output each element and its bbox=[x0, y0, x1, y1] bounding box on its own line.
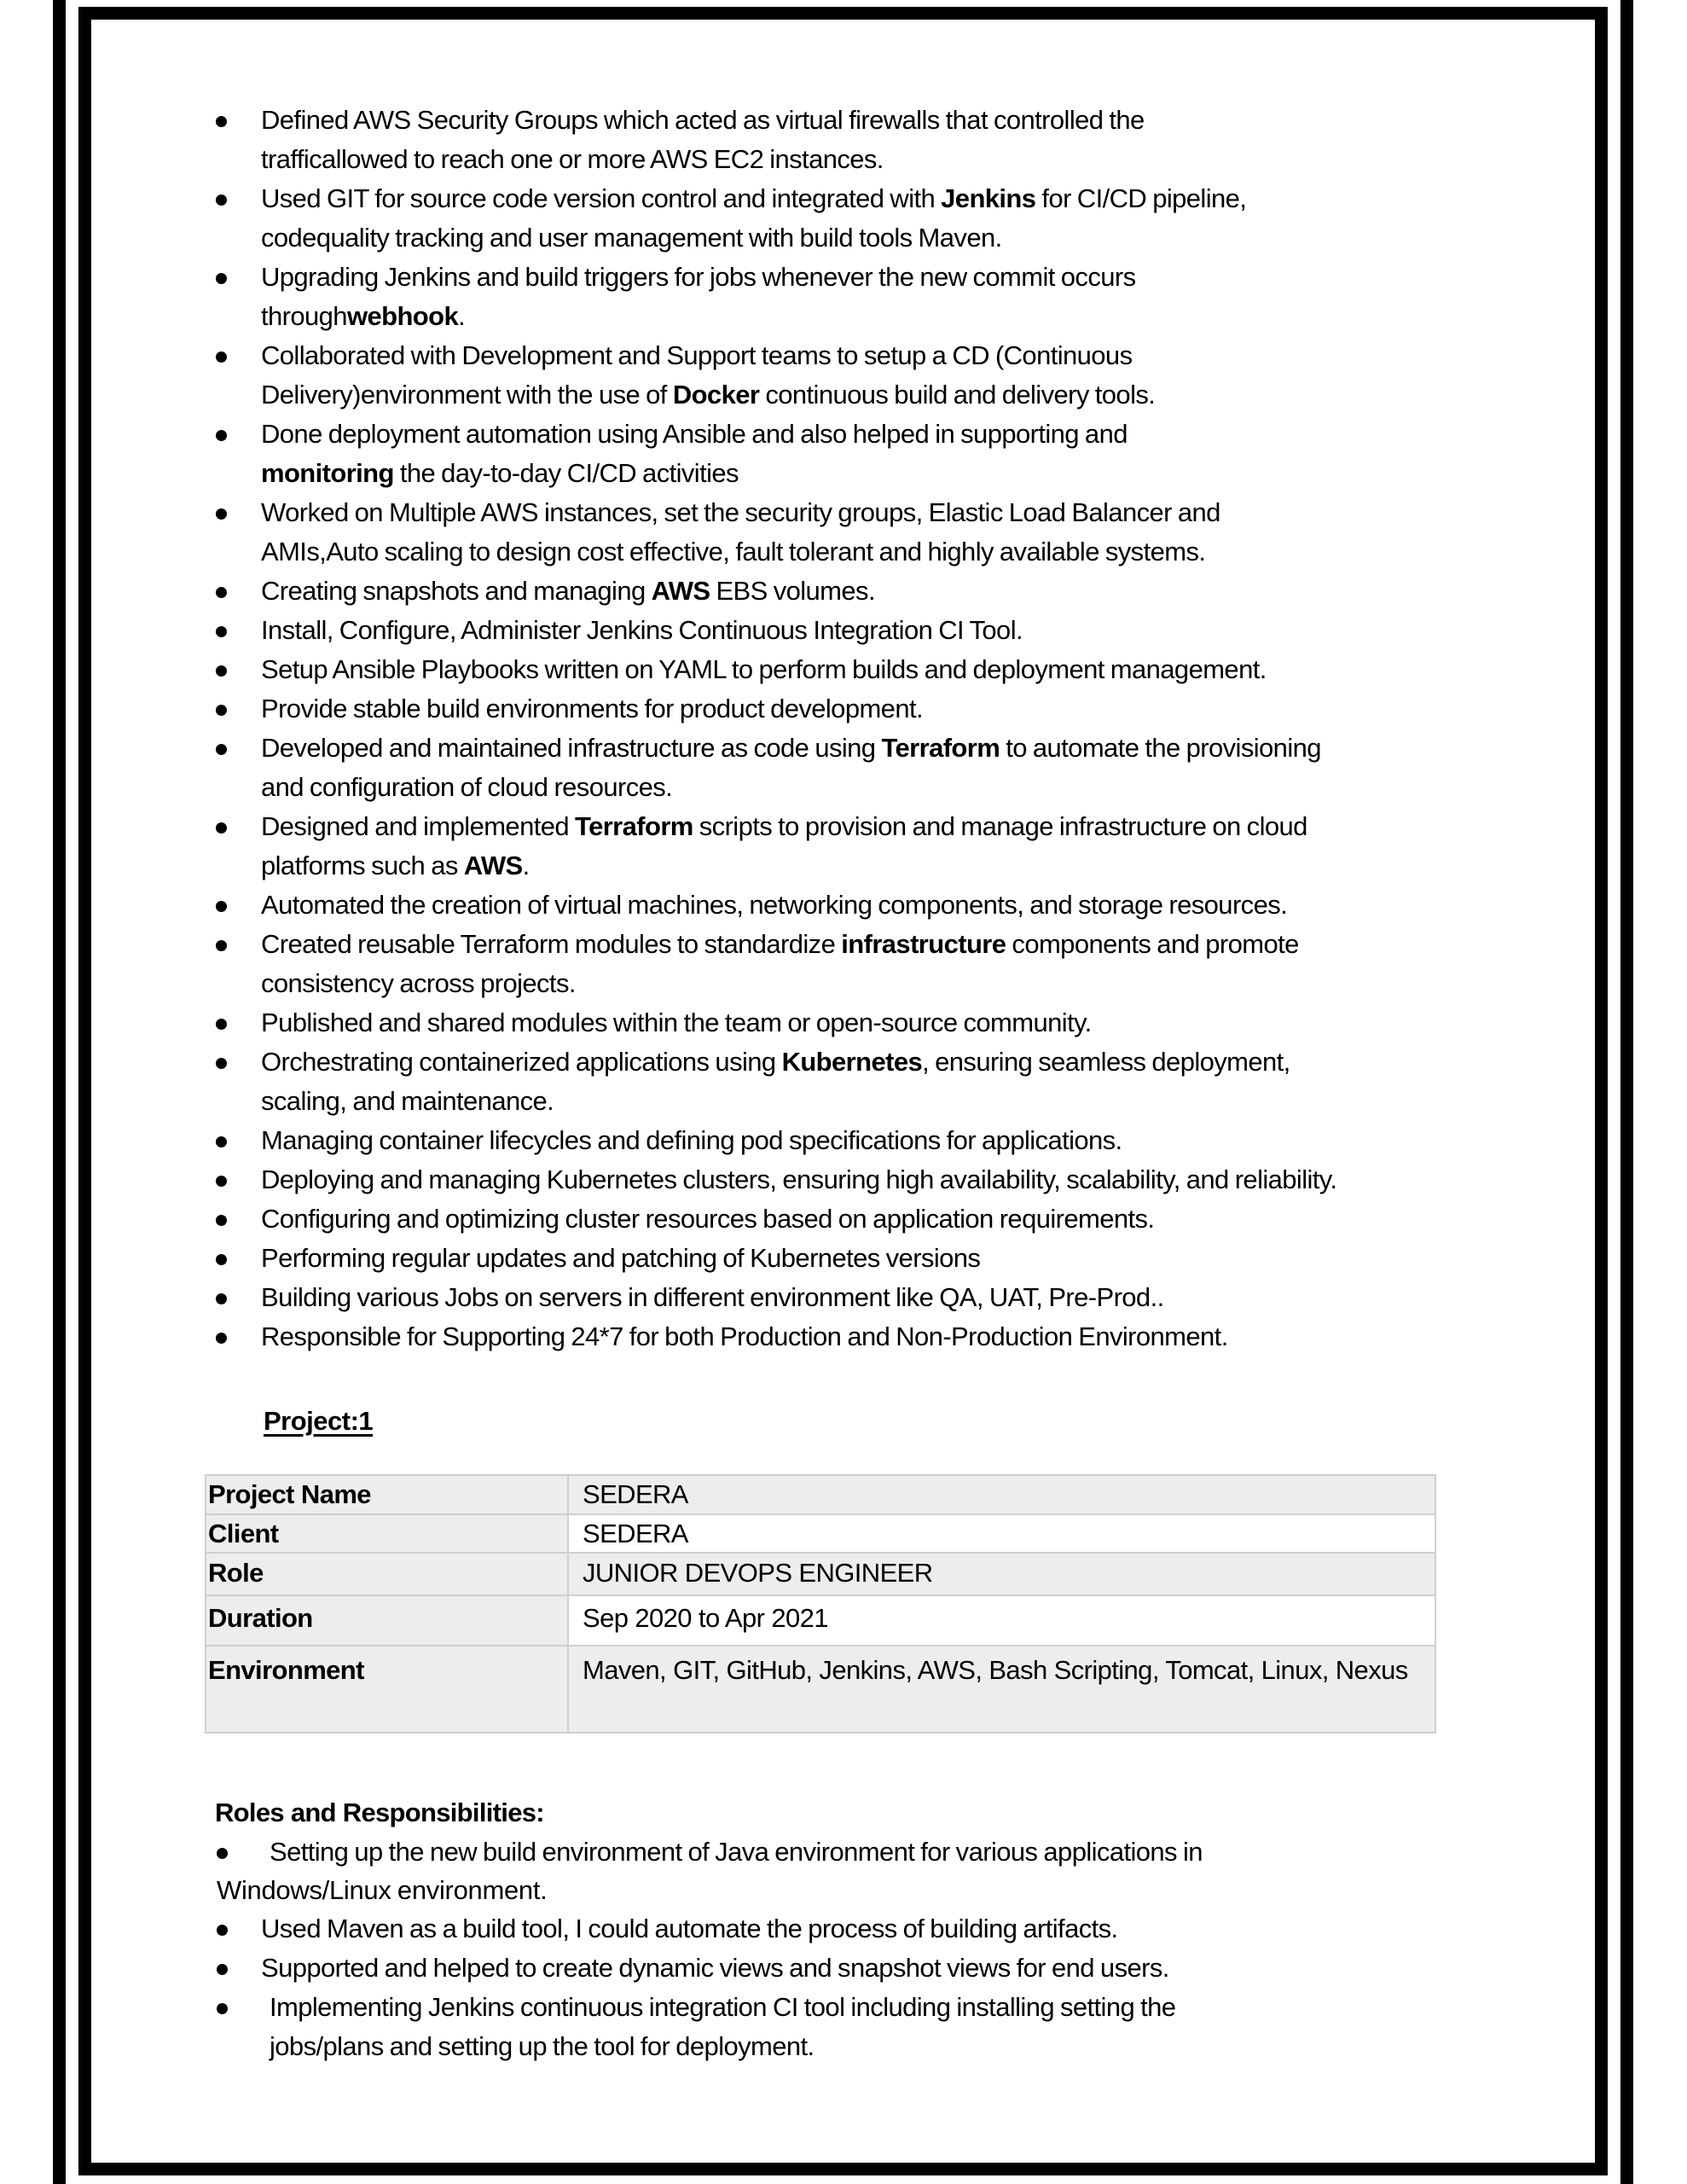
experience-bullet bbox=[205, 650, 1501, 689]
roles-bullet-text: Supported and helped to create dynamic views and snapshot views for end users. bbox=[261, 1953, 1169, 1983]
bold-keyword: AWS bbox=[651, 576, 710, 606]
table-row bbox=[206, 1475, 1435, 1514]
text-segment: components and promote bbox=[1006, 929, 1299, 959]
text-segment: Worked on Multiple AWS instances, set the security groups, Elastic Load Balancer and bbox=[261, 497, 1220, 527]
experience-bullet bbox=[205, 1239, 1501, 1278]
text-segment: Configuring and optimizing cluster resources based on application requirements. bbox=[261, 1204, 1155, 1234]
text-segment: Upgrading Jenkins and build triggers for jobs whenever the new commit occurs bbox=[261, 262, 1136, 292]
project-title: Project:1 bbox=[264, 1406, 374, 1436]
table-value-cell: Maven, GIT, GitHub, Jenkins, AWS, Bash Scripting, Tomcat, Linux, Nexus bbox=[568, 1646, 1435, 1733]
experience-bullet bbox=[205, 611, 1501, 650]
text-segment: Automated the creation of virtual machines, networking components, and storage resources. bbox=[261, 890, 1288, 920]
text-segment: Setup Ansible Playbooks written on YAML to perform builds and deployment management. bbox=[261, 654, 1267, 684]
bullet-icon bbox=[216, 901, 227, 912]
bullet-icon bbox=[216, 626, 227, 637]
text-segment: the day-to-day CI/CD activities bbox=[393, 458, 739, 488]
experience-bullet bbox=[205, 258, 1501, 336]
experience-bullet bbox=[205, 415, 1501, 493]
table-row bbox=[206, 1514, 1435, 1553]
text-segment: for CI/CD pipeline, bbox=[1035, 183, 1247, 213]
bullet-text bbox=[261, 611, 1501, 650]
table-key-cell: Duration bbox=[206, 1595, 568, 1646]
bold-keyword: Jenkins bbox=[941, 183, 1036, 213]
roles-bullet-list bbox=[215, 1833, 1494, 1909]
table-row bbox=[206, 1553, 1435, 1595]
text-segment: Install, Configure, Administer Jenkins Continuous Integration CI Tool. bbox=[261, 615, 1023, 645]
bullet-text bbox=[261, 1160, 1501, 1199]
experience-bullet bbox=[205, 336, 1501, 415]
roles-bullet-list-continued bbox=[215, 1909, 1494, 2066]
bullet-text bbox=[261, 689, 1501, 729]
roles-bullet-text: Setting up the new build environment of Java environment for various applications in bbox=[270, 1837, 1203, 1867]
bullet-text-continued bbox=[261, 964, 1501, 1003]
text-segment: Published and shared modules within the team or open-source community. bbox=[261, 1008, 1092, 1037]
bullet-icon bbox=[216, 587, 227, 598]
text-segment: , ensuring seamless deployment, bbox=[922, 1047, 1290, 1077]
table-value-cell: JUNIOR DEVOPS ENGINEER bbox=[568, 1553, 1435, 1595]
roles-bullet bbox=[215, 1909, 1494, 1949]
experience-bullet bbox=[205, 572, 1501, 611]
text-segment: and configuration of cloud resources. bbox=[261, 772, 673, 802]
bullet-icon bbox=[217, 1964, 228, 1975]
text-segment: scaling, and maintenance. bbox=[261, 1086, 554, 1116]
bullet-text bbox=[261, 101, 1501, 140]
bullet-icon bbox=[216, 940, 227, 951]
text-segment: Orchestrating containerized applications using bbox=[261, 1047, 782, 1077]
experience-bullet bbox=[205, 1043, 1501, 1121]
table-key-cell: Environment bbox=[206, 1646, 568, 1733]
bullet-text bbox=[261, 336, 1501, 375]
roles-heading: Roles and Responsibilities: bbox=[215, 1798, 544, 1827]
roles-bullet-text-continued: jobs/plans and setting up the tool for deployment. bbox=[270, 2031, 815, 2061]
project-details-table bbox=[205, 1474, 1436, 1734]
text-segment: Responsible for Supporting 24*7 for both Production and Non-Production Environment. bbox=[261, 1321, 1228, 1351]
text-segment: Used GIT for source code version control and integrated with bbox=[261, 183, 942, 213]
bold-keyword: Terraform bbox=[575, 811, 693, 841]
text-segment: Defined AWS Security Groups which acted as virtual firewalls that controlled the bbox=[261, 105, 1145, 135]
bullet-icon bbox=[216, 1333, 227, 1344]
bullet-icon bbox=[216, 1254, 227, 1265]
experience-bullet bbox=[205, 1003, 1501, 1043]
bullet-text-continued bbox=[261, 532, 1501, 572]
bullet-text-continued bbox=[261, 768, 1501, 807]
text-segment: Created reusable Terraform modules to standardize bbox=[261, 929, 842, 959]
bullet-icon bbox=[216, 195, 227, 206]
bullet-icon bbox=[217, 1925, 228, 1936]
bullet-text-continued bbox=[261, 297, 1501, 336]
bullet-text-continued bbox=[261, 846, 1501, 886]
bullet-icon bbox=[216, 116, 227, 127]
experience-bullet bbox=[205, 925, 1501, 1003]
bullet-text bbox=[261, 650, 1501, 689]
bullet-text bbox=[261, 729, 1501, 768]
bullet-icon bbox=[216, 1136, 227, 1147]
experience-bullet bbox=[205, 1160, 1501, 1199]
bullet-icon bbox=[216, 1293, 227, 1304]
bullet-text-continued bbox=[261, 140, 1501, 179]
bullet-text bbox=[261, 258, 1501, 297]
bullet-icon bbox=[216, 1176, 227, 1187]
text-segment: continuous build and delivery tools. bbox=[759, 380, 1156, 410]
text-segment: Delivery)environment with the use of bbox=[261, 380, 673, 410]
bullet-icon bbox=[216, 705, 227, 716]
bullet-text bbox=[261, 886, 1501, 925]
bullet-text bbox=[261, 415, 1501, 454]
bullet-icon bbox=[216, 273, 227, 284]
table-key-cell: Role bbox=[206, 1553, 568, 1595]
experience-section bbox=[205, 101, 1501, 1356]
table-row bbox=[206, 1595, 1435, 1646]
bullet-icon bbox=[216, 1215, 227, 1226]
experience-bullet bbox=[205, 1199, 1501, 1239]
bullet-icon bbox=[216, 665, 227, 677]
experience-bullet bbox=[205, 689, 1501, 729]
experience-bullet bbox=[205, 1278, 1501, 1317]
bullet-icon bbox=[216, 822, 227, 834]
bullet-text bbox=[261, 1317, 1501, 1356]
roles-bullet bbox=[215, 1833, 1494, 1909]
text-segment: Developed and maintained infrastructure as code using bbox=[261, 733, 882, 763]
bullet-icon bbox=[216, 1058, 227, 1069]
bullet-text-continued bbox=[261, 1082, 1501, 1121]
bullet-text bbox=[261, 1278, 1501, 1317]
roles-bullet bbox=[215, 1949, 1494, 1988]
text-segment: Managing container lifecycles and defining pod specifications for applications. bbox=[261, 1125, 1122, 1155]
bullet-text bbox=[261, 179, 1501, 218]
experience-bullet bbox=[205, 101, 1501, 179]
text-segment: Designed and implemented bbox=[261, 811, 576, 841]
roles-bullet-text: Used Maven as a build tool, I could automate the process of building artifacts. bbox=[261, 1914, 1118, 1943]
bullet-icon bbox=[216, 744, 227, 755]
bullet-text-continued bbox=[261, 218, 1501, 258]
text-segment: Performing regular updates and patching of Kubernetes versions bbox=[261, 1243, 981, 1273]
bullet-text bbox=[261, 1199, 1501, 1239]
text-segment: trafficallowed to reach one or more AWS EC2 instances. bbox=[261, 144, 884, 174]
bullet-text-continued bbox=[261, 375, 1501, 415]
bold-keyword: infrastructure bbox=[841, 929, 1006, 959]
bullet-icon bbox=[216, 508, 227, 520]
bullet-text bbox=[261, 1121, 1501, 1160]
roles-bullet bbox=[215, 1988, 1494, 2066]
bullet-text bbox=[261, 925, 1501, 964]
bullet-text bbox=[261, 572, 1501, 611]
bold-keyword: Terraform bbox=[881, 733, 1000, 763]
experience-bullet bbox=[205, 886, 1501, 925]
text-segment: AMIs,Auto scaling to design cost effective, fault tolerant and highly available systems. bbox=[261, 537, 1206, 566]
bullet-icon bbox=[216, 1019, 227, 1030]
text-segment: . bbox=[458, 301, 466, 331]
text-segment: through bbox=[261, 301, 347, 331]
bullet-text bbox=[261, 1003, 1501, 1043]
bold-keyword: Docker bbox=[672, 380, 760, 410]
bullet-text bbox=[261, 1043, 1501, 1082]
text-segment: Provide stable build environments for product development. bbox=[261, 694, 923, 723]
roles-bullet-text: Implementing Jenkins continuous integration CI tool including installing setting the bbox=[270, 1992, 1176, 2022]
experience-bullet bbox=[205, 1121, 1501, 1160]
text-segment: Collaborated with Development and Support teams to setup a CD (Continuous bbox=[261, 340, 1133, 370]
experience-bullet bbox=[205, 493, 1501, 572]
roles-bullet-wrap-text: Windows/Linux environment. bbox=[217, 1875, 548, 1905]
experience-bullet bbox=[205, 729, 1501, 807]
roles-section bbox=[215, 1793, 1494, 2066]
text-segment: Done deployment automation using Ansible and also helped in supporting and bbox=[261, 419, 1128, 449]
text-segment: scripts to provision and manage infrastructure on cloud bbox=[693, 811, 1307, 841]
text-segment: consistency across projects. bbox=[261, 968, 576, 998]
experience-bullet bbox=[205, 807, 1501, 886]
bold-keyword: monitoring bbox=[261, 458, 394, 488]
text-segment: to automate the provisioning bbox=[1000, 733, 1321, 763]
table-key-cell: Client bbox=[206, 1514, 568, 1553]
bullet-icon bbox=[216, 430, 227, 441]
text-segment: codequality tracking and user management with build tools Maven. bbox=[261, 223, 1002, 253]
text-segment: platforms such as bbox=[261, 851, 464, 880]
bullet-text bbox=[261, 807, 1501, 846]
table-value-cell: Sep 2020 to Apr 2021 bbox=[568, 1595, 1435, 1646]
bold-keyword: webhook bbox=[346, 301, 459, 331]
text-segment: Creating snapshots and managing bbox=[261, 576, 652, 606]
table-value-cell: SEDERA bbox=[568, 1475, 1435, 1514]
experience-bullet bbox=[205, 1317, 1501, 1356]
bullet-text bbox=[261, 493, 1501, 532]
bullet-icon bbox=[217, 2003, 228, 2014]
text-segment: Deploying and managing Kubernetes clusters, ensuring high availability, scalability, and reliability. bbox=[261, 1165, 1337, 1194]
text-segment: EBS volumes. bbox=[710, 576, 875, 606]
table-value-cell: SEDERA bbox=[568, 1514, 1435, 1553]
experience-bullet bbox=[205, 179, 1501, 258]
bullet-icon bbox=[217, 1848, 228, 1859]
table-row bbox=[206, 1646, 1435, 1733]
bullet-text bbox=[261, 1239, 1501, 1278]
text-segment: . bbox=[522, 851, 530, 880]
bullet-icon bbox=[216, 351, 227, 363]
bold-keyword: Kubernetes bbox=[781, 1047, 923, 1077]
experience-bullet-list bbox=[205, 101, 1501, 1356]
bullet-text-continued bbox=[261, 454, 1501, 493]
bold-keyword: AWS bbox=[463, 851, 523, 880]
table-key-cell: Project Name bbox=[206, 1475, 568, 1514]
text-segment: Building various Jobs on servers in different environment like QA, UAT, Pre-Prod.. bbox=[261, 1282, 1164, 1312]
